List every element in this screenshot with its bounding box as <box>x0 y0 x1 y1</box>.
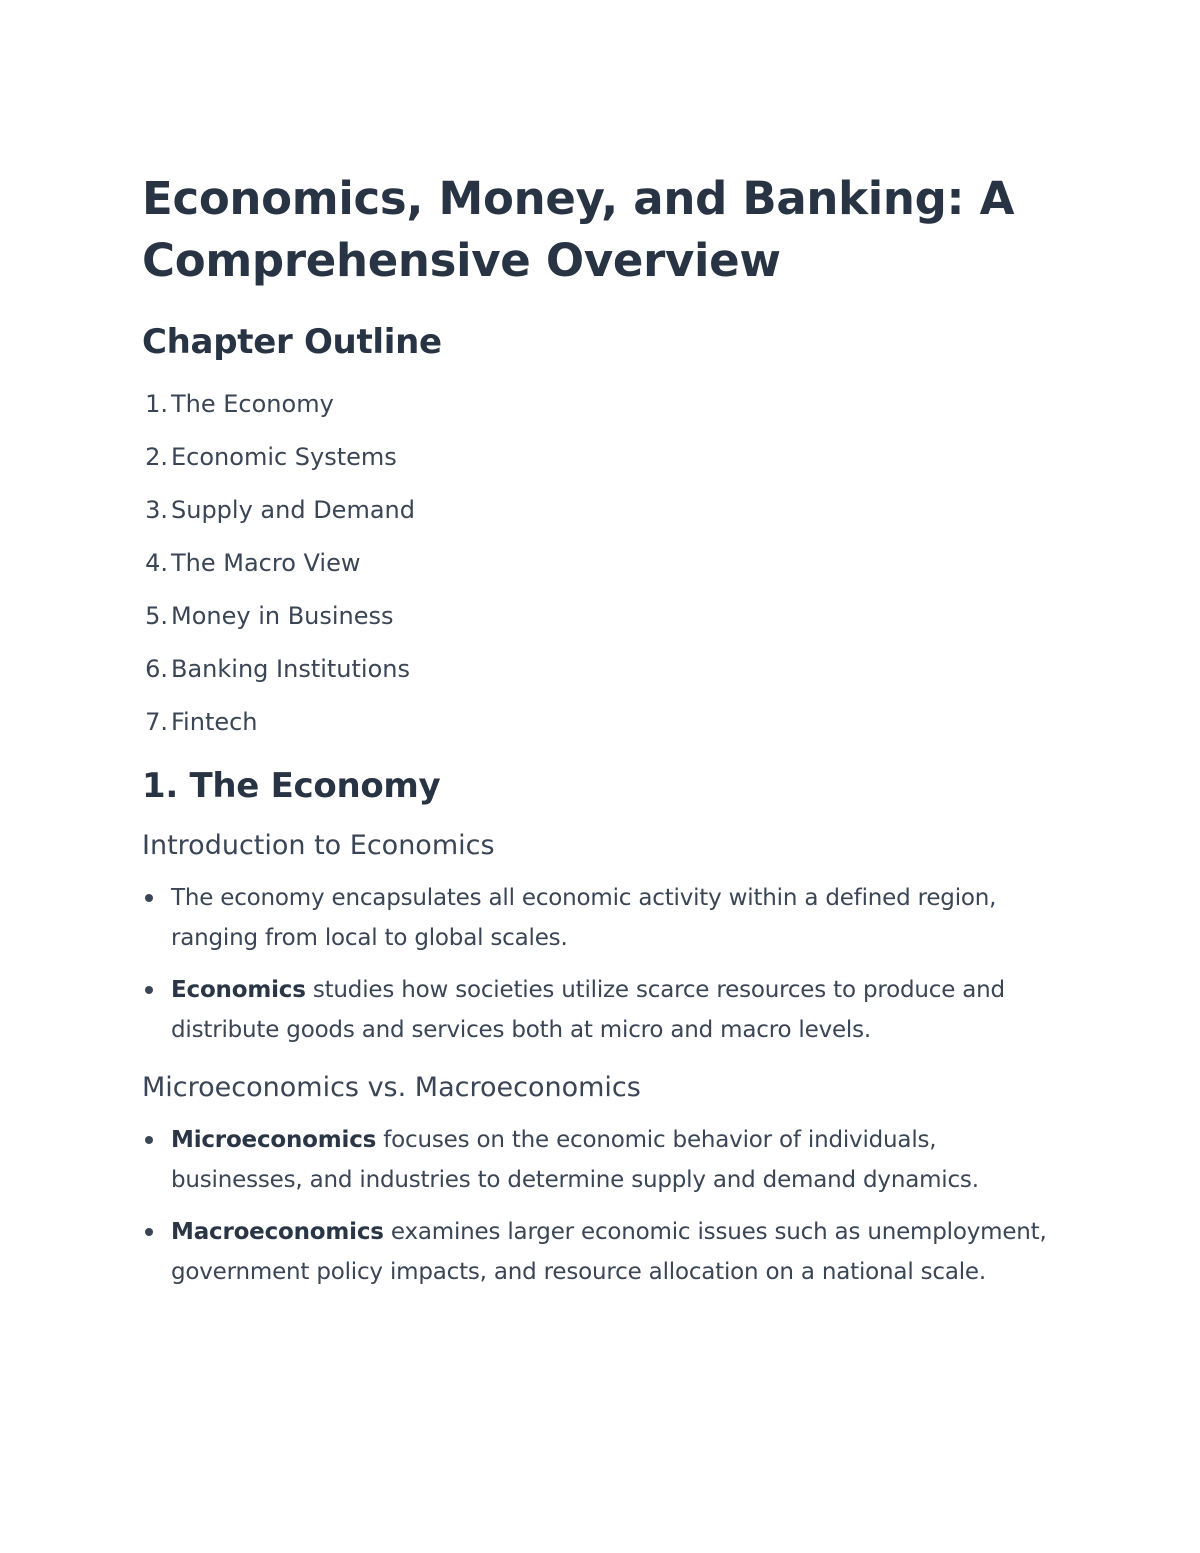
outline-item <box>142 441 1072 473</box>
section-heading-the-economy: 1. The Economy <box>142 766 441 806</box>
outline-item-number: 7. <box>145 708 168 736</box>
bullet-term: Macroeconomics <box>171 1219 384 1245</box>
bullet-dot-icon <box>145 894 153 902</box>
outline-item-label: The Economy <box>171 390 334 418</box>
list-item <box>142 1120 1072 1200</box>
bullet-term: Microeconomics <box>171 1127 377 1153</box>
bullet-text: The economy encapsulates all economic activity within a defined region, ranging from local to global scales. <box>171 885 997 951</box>
bullet-dot-icon <box>145 1228 153 1236</box>
outline-item-label: Supply and Demand <box>171 496 415 524</box>
bullet-text: focuses on the economic behavior of individuals, businesses, and industries to determine supply and demand dynamics. <box>171 1127 979 1193</box>
intro-bullet-list <box>142 878 1072 1050</box>
list-item <box>142 970 1072 1050</box>
chapter-outline-list <box>142 388 1072 738</box>
list-item <box>142 1212 1072 1292</box>
outline-item <box>142 600 1072 632</box>
outline-item-number: 5. <box>145 602 168 630</box>
outline-item <box>142 706 1072 738</box>
document-title: Economics, Money, and Banking: A Comprehensive Overview <box>142 172 1015 287</box>
outline-item-label: Fintech <box>171 708 258 736</box>
outline-item-label: Money in Business <box>171 602 394 630</box>
outline-item-number: 2. <box>145 443 168 471</box>
outline-item-number: 4. <box>145 549 168 577</box>
bullet-text: studies how societies utilize scarce resources to produce and distribute goods and services both at micro and macro levels. <box>171 977 1005 1043</box>
chapter-outline-heading: Chapter Outline <box>142 322 442 362</box>
micro-macro-bullet-list <box>142 1120 1072 1292</box>
document-page <box>142 168 1072 1292</box>
outline-item <box>142 494 1072 526</box>
subsection-heading-micro-macro: Microeconomics vs. Macroeconomics <box>142 1072 641 1103</box>
bullet-dot-icon <box>145 986 153 994</box>
outline-item-label: Economic Systems <box>171 443 397 471</box>
outline-item <box>142 653 1072 685</box>
subsection-heading-intro: Introduction to Economics <box>142 830 495 861</box>
list-item <box>142 878 1072 958</box>
outline-item-label: The Macro View <box>171 549 361 577</box>
outline-item <box>142 388 1072 420</box>
outline-item <box>142 547 1072 579</box>
bullet-text: examines larger economic issues such as unemployment, government policy impacts, and resource allocation on a national scale. <box>171 1219 1047 1285</box>
outline-item-number: 3. <box>145 496 168 524</box>
outline-item-number: 6. <box>145 655 168 683</box>
bullet-term: Economics <box>171 977 306 1003</box>
outline-item-label: Banking Institutions <box>171 655 410 683</box>
bullet-dot-icon <box>145 1136 153 1144</box>
outline-item-number: 1. <box>145 390 168 418</box>
